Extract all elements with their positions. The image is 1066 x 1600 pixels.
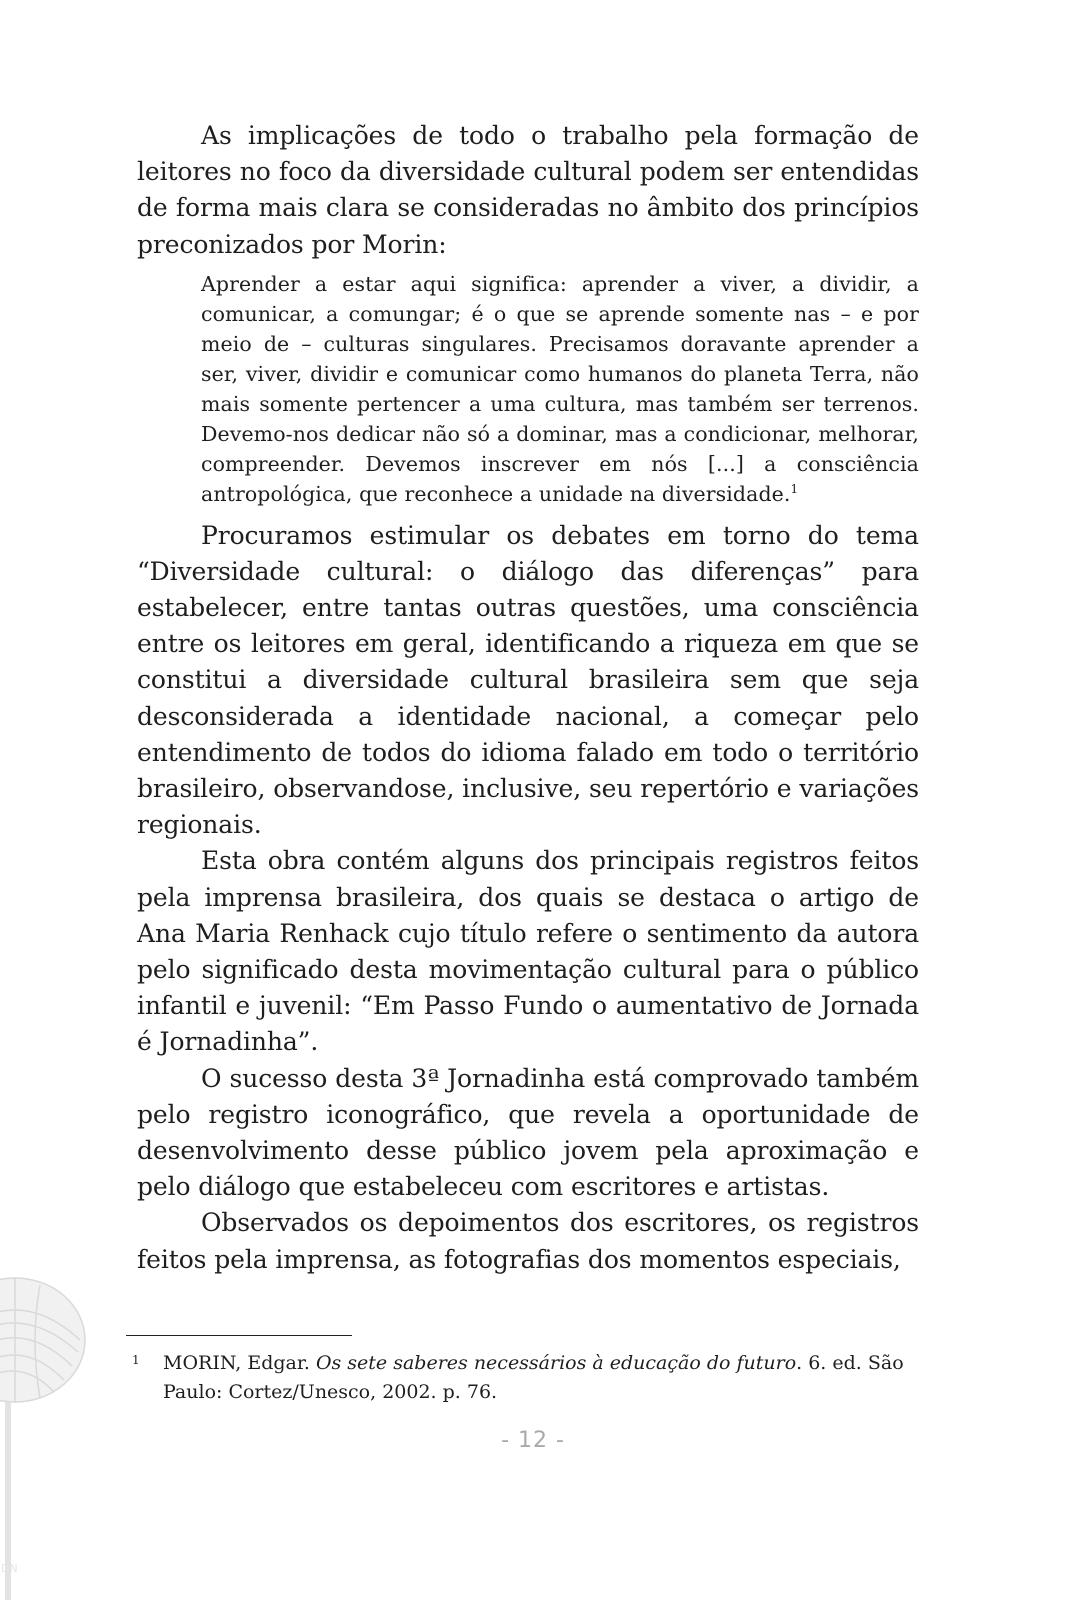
footnote-text <box>163 1349 922 1407</box>
body-paragraph: O sucesso desta 3ª Jornadinha está comprovado também pelo registro iconográfico, que revela a oportunidade de desenvolvimento desse público jovem pela aproximação e pelo diálogo que estabeleceu com escritores e artistas. <box>137 1063 919 1202</box>
footnote-marker: 1 <box>132 1353 140 1367</box>
footnote-book-title: Os sete saberes necessários à educação do futuro <box>315 1352 797 1374</box>
main-text <box>137 118 919 1278</box>
footnote-reference: 1 <box>790 482 799 497</box>
page-number: - 12 - <box>501 1428 565 1453</box>
footnote-author: MORIN, Edgar. <box>163 1352 316 1374</box>
footnote <box>130 1349 922 1407</box>
body-paragraph: Procuramos estimular os debates em torno do tema “Diversidade cultural: o diálogo das diferenças” para estabelecer, entre tantas outras questões, uma consciência entre os leitores em geral, identificando a riqueza em que se constitui a diversidade cultural brasileira sem que seja desconsiderada a identidade nacional, a começar pelo entendimento de todos do idioma falado em todo o território brasileiro, observandose, inclusive, seu repertório e variações regionais. <box>137 520 919 840</box>
footnote-details: . 6. ed. São Paulo: Cortez/Unesco, 2002. p. 76. <box>163 1352 904 1403</box>
body-paragraph: As implicações de todo o trabalho pela formação de leitores no foco da diversidade cultural podem ser entendidas de forma mais clara se consideradas no âmbito dos princípios preconizados por Morin: <box>137 121 919 259</box>
body-paragraph: Observados os depoimentos dos escritores, os registros feitos pela imprensa, as fotografias dos momentos especiais, <box>137 1208 919 1274</box>
block-quote <box>201 269 919 510</box>
body-paragraph: Esta obra contém alguns dos principais registros feitos pela imprensa brasileira, dos quais se destaca o artigo de Ana Maria Renhack cujo título refere o sentimento da autora pelo significado desta movimentação cultural para o público infantil e juvenil: “Em Passo Fundo o aumentativo de Jornada é Jornadinha”. <box>137 846 919 1057</box>
quote-text: Aprender a estar aqui significa: aprender a viver, a dividir, a comunicar, a comungar; é o que se aprende somente nas – e por meio de – culturas singulares. Precisamos doravante aprender a ser, viver, dividir e comunicar como humanos do planeta Terra, não mais somente pertencer a uma cultura, mas também ser terrenos. Devemo-nos dedicar não só a dominar, mas a condicionar, melhorar, compreender. Devemos inscrever em nós [...] a consciência antropológica, que reconhece a unidade na diversidade. <box>201 271 919 507</box>
footnote-divider <box>126 1335 352 1336</box>
watermark: DN <box>1 1562 18 1575</box>
